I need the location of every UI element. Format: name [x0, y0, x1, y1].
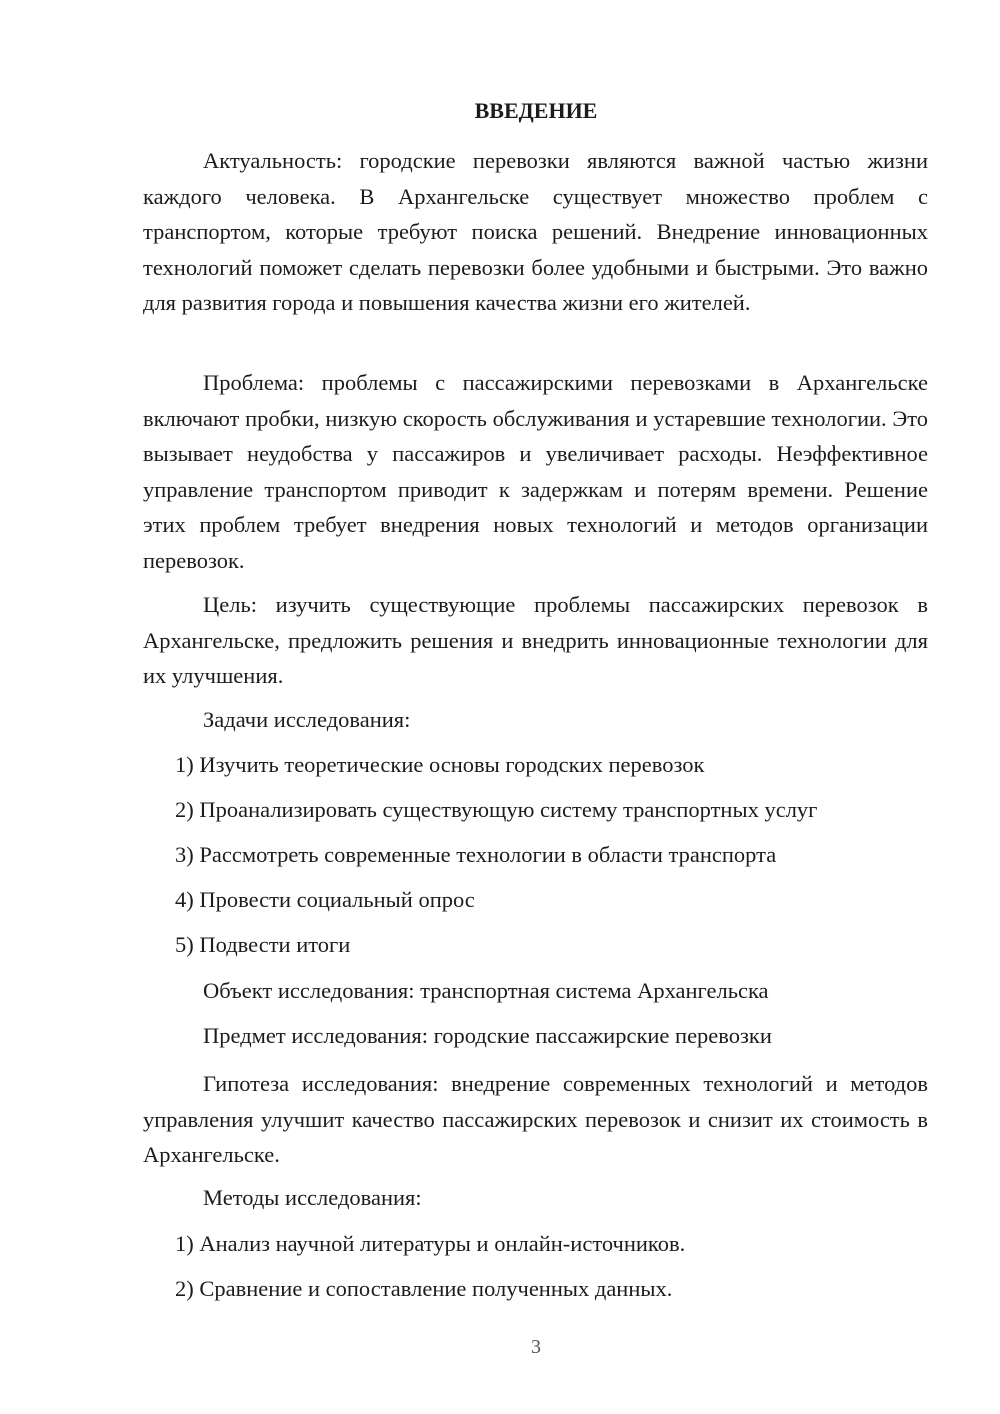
hypothesis-paragraph: Гипотеза исследования: внедрение современных технологий и методов управления улучшит качество пассажирских перевозок и снизит их стоимость в Архангельске. [143, 1071, 928, 1167]
methods-heading: Методы исследования: [203, 1185, 422, 1210]
method-item: 2) Сравнение и сопоставление полученных данных. [175, 1276, 673, 1301]
goal-paragraph: Цель: изучить существующие проблемы пассажирских перевозок в Архангельске, предложить решения и внедрить инновационные технологии для их улучшения. [143, 592, 928, 688]
task-item: 3) Рассмотреть современные технологии в области транспорта [175, 842, 777, 867]
task-item: 4) Провести социальный опрос [175, 887, 475, 912]
task-item: 2) Проанализировать существующую систему транспортных услуг [175, 797, 818, 822]
task-item: 1) Изучить теоретические основы городских перевозок [175, 752, 705, 777]
page-number: 3 [531, 1336, 541, 1358]
method-item: 1) Анализ научной литературы и онлайн-источников. [175, 1231, 686, 1256]
tasks-heading: Задачи исследования: [203, 707, 411, 732]
page-title: ВВЕДЕНИЕ [474, 98, 598, 123]
subject-paragraph: Предмет исследования: городские пассажирские перевозки [203, 1023, 772, 1048]
problem-paragraph: Проблема: проблемы с пассажирскими перевозками в Архангельске включают пробки, низкую скорость обслуживания и устаревшие технологии. Это вызывает неудобства у пассажиров и увеличивает расходы. Неэффективное управление транспортом приводит к задержкам и потерям времени. Решение этих проблем требует внедрения новых технологий и методов организации перевозок. [143, 370, 928, 573]
object-paragraph: Объект исследования: транспортная система Архангельска [203, 978, 769, 1003]
task-item: 5) Подвести итоги [175, 932, 351, 957]
relevance-paragraph: Актуальность: городские перевозки являются важной частью жизни каждого человека. В Архангельске существует множество проблем с транспортом, которые требуют поиска решений. Внедрение инновационных технологий поможет сделать перевозки более удобными и быстрыми. Это важно для развития города и повышения качества жизни его жителей. [143, 148, 928, 315]
